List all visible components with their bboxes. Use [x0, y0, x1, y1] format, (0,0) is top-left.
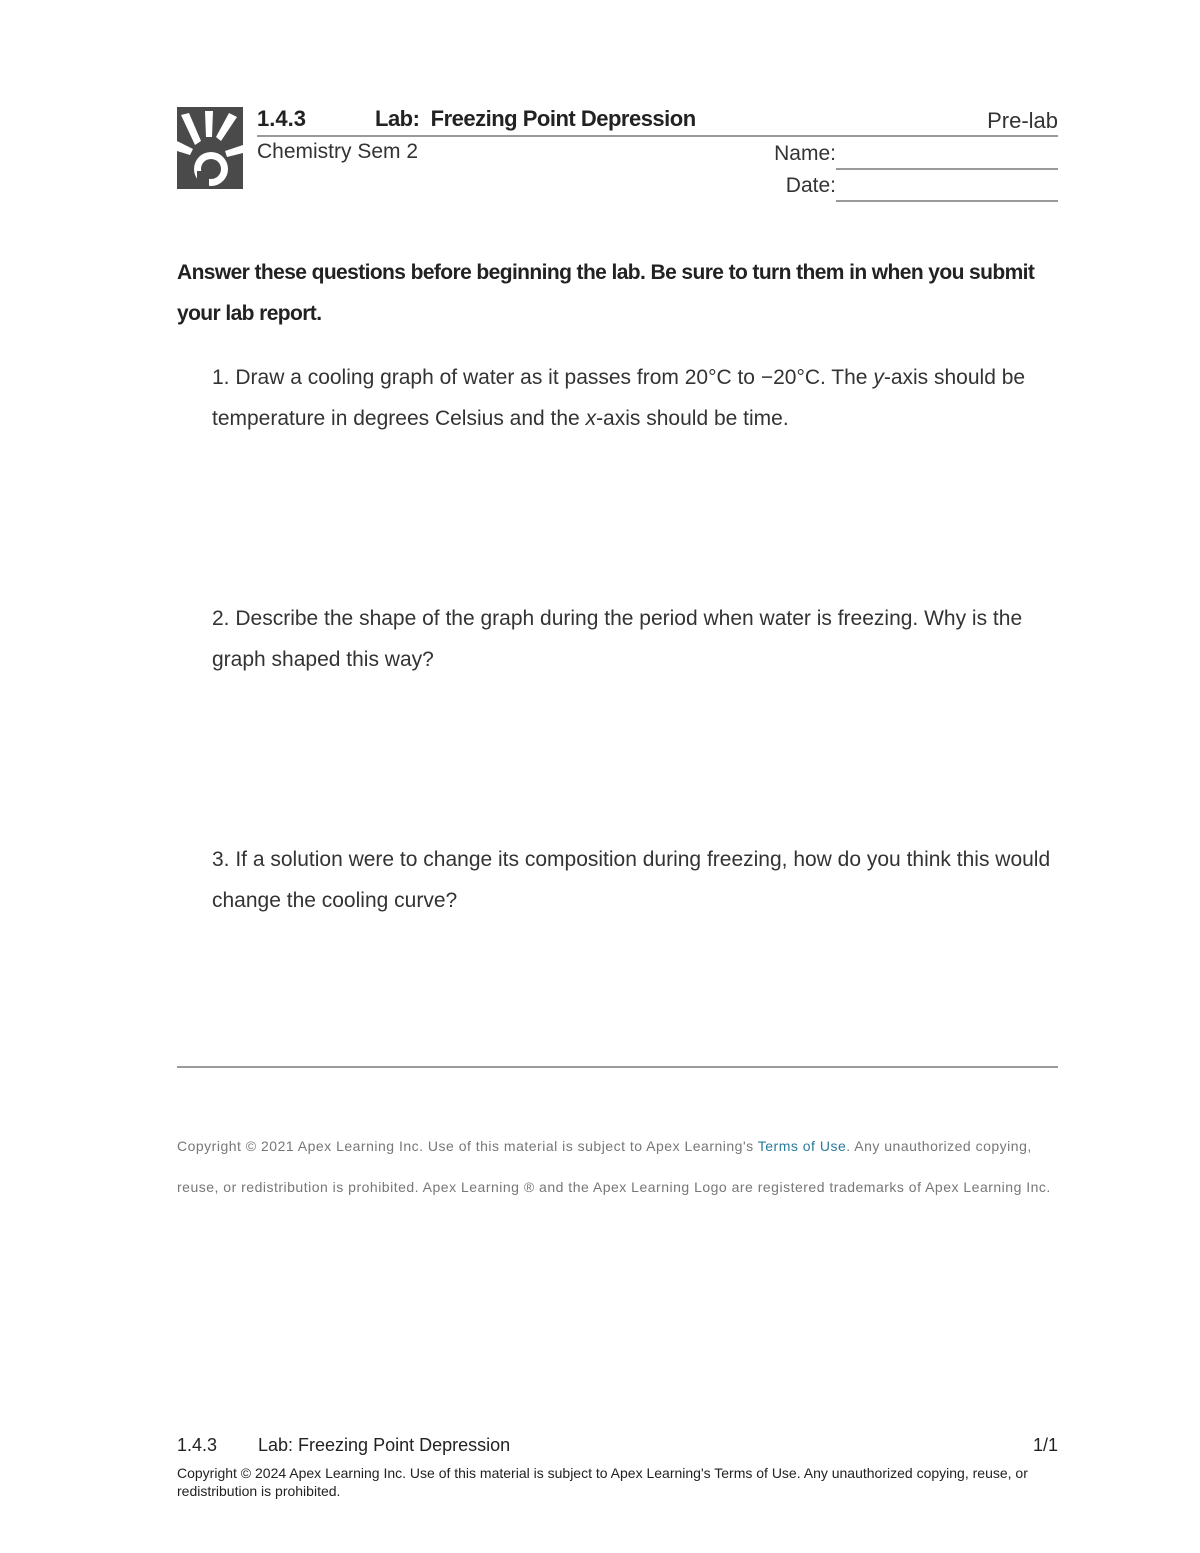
date-label: Date: [785, 174, 836, 197]
question-1 [212, 357, 1062, 439]
variable-x: x [585, 407, 597, 430]
question-text: Draw a cooling graph of water as it passes from 20°C to −20°C. The [229, 366, 874, 389]
question-text: Describe the shape of the graph during the period when water is freezing. Why is the graph shaped this way? [212, 607, 1023, 671]
question-3 [212, 839, 1062, 921]
question-number: 1. [212, 366, 230, 389]
lesson-code: 1.4.3 [257, 106, 306, 131]
footer-page-number: 1/1 [1032, 1435, 1058, 1455]
variable-y: y [873, 366, 884, 389]
footer-lesson-code: 1.4.3 [177, 1435, 218, 1455]
name-field-line[interactable] [836, 168, 1058, 170]
question-number: 3. [212, 848, 230, 871]
question-text: -axis should be time. [596, 407, 789, 430]
question-text: -axis should be temperature in degrees Celsius and the [212, 366, 1026, 430]
section-tag: Pre-lab [987, 108, 1058, 133]
copyright-text: Copyright © 2021 Apex Learning Inc. Use of this material is subject to Apex Learning's [177, 1138, 758, 1154]
name-label: Name: [774, 142, 836, 165]
course-name: Chemistry Sem 2 [257, 140, 419, 163]
copyright-text: . Any unauthorized copying, reuse, or redistribution is prohibited. Apex Learning ® and the Apex Learning Logo are registered trademarks of Apex Learning Inc. [177, 1138, 1051, 1195]
header-divider [257, 135, 1058, 137]
copyright-notice [177, 1126, 1067, 1208]
footer-lesson-title: Lab: Freezing Point Depression [258, 1435, 511, 1455]
content-divider [177, 1066, 1058, 1068]
instructions: Answer these questions before beginning the lab. Be sure to turn them in when you submit your lab report. [177, 261, 1035, 325]
footer-copyright: Copyright © 2024 Apex Learning Inc. Use of this material is subject to Apex Learning's Terms of Use. Any unauthorized copying, reuse, or redistribution is prohibited. [177, 1465, 1028, 1499]
terms-of-use-link[interactable]: Terms of Use [757, 1138, 847, 1154]
date-field-line[interactable] [836, 200, 1058, 202]
question-text: If a solution were to change its composition during freezing, how do you think this would change the cooling curve? [212, 848, 1051, 912]
apex-learning-logo-icon [177, 107, 243, 189]
question-number: 2. [212, 607, 230, 630]
question-2 [212, 598, 1062, 680]
lesson-title: Lab: Freezing Point Depression [375, 106, 696, 131]
